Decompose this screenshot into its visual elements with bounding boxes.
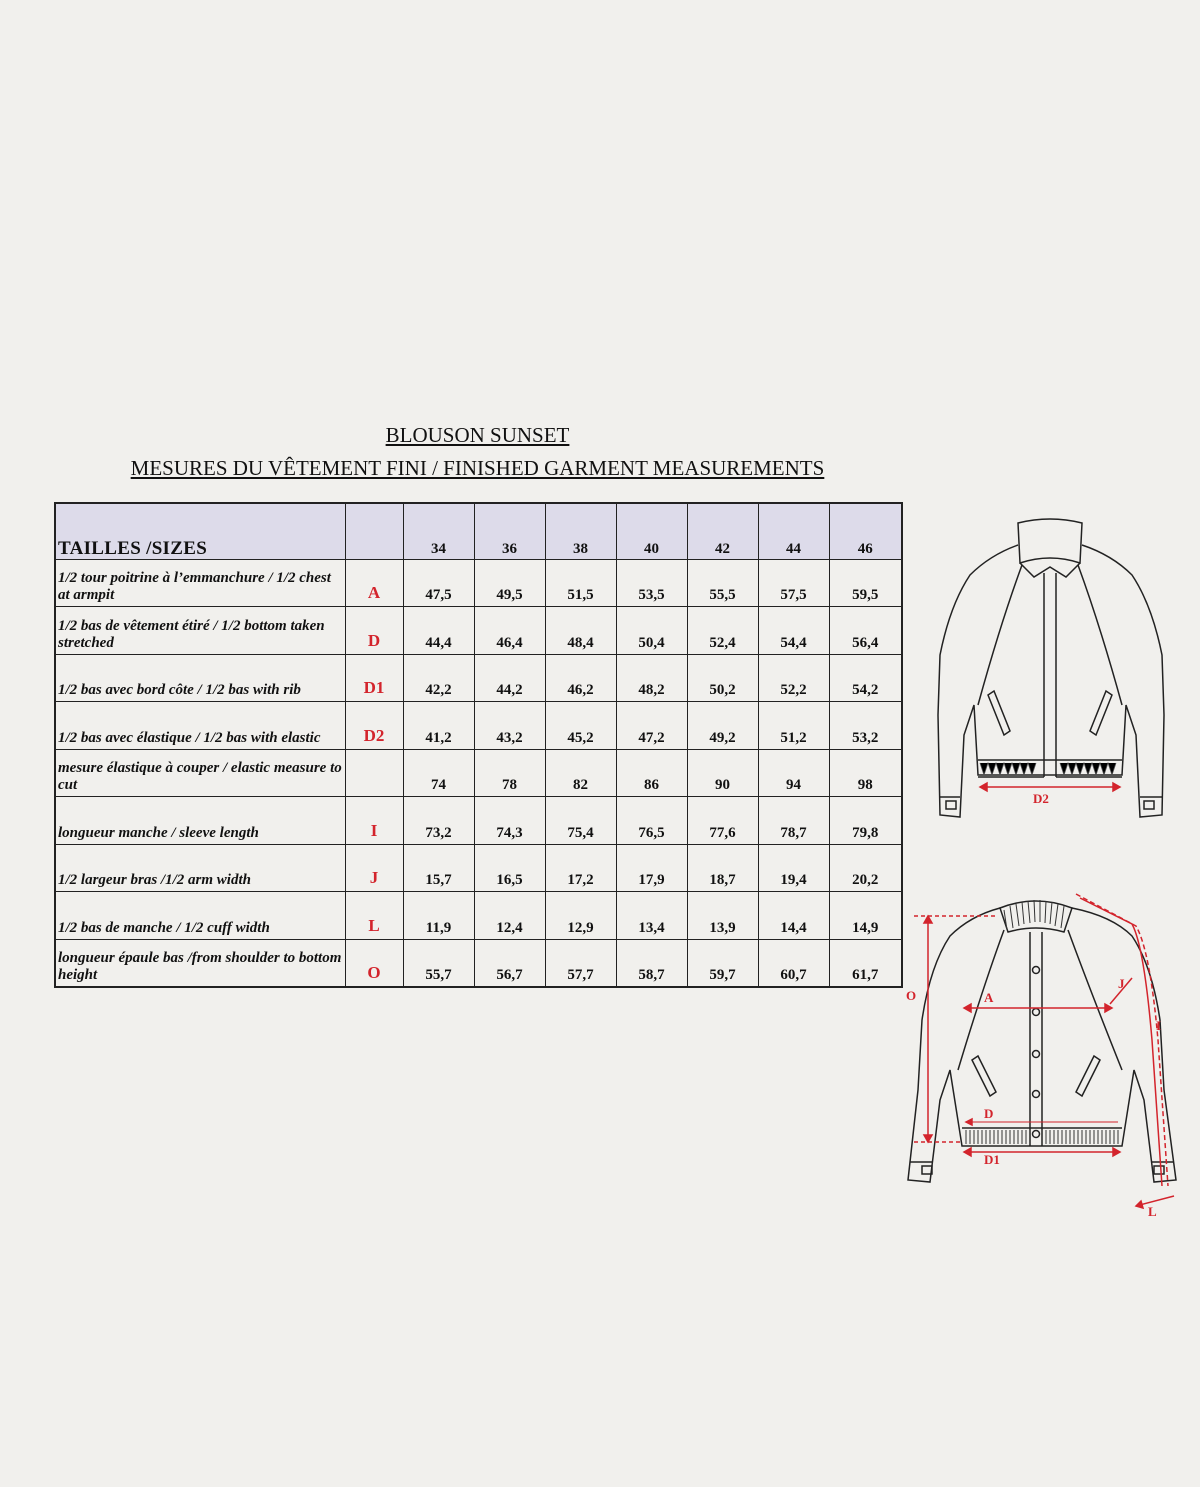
label-a: A	[984, 990, 994, 1005]
row-value: 78,7	[758, 797, 829, 845]
row-code: D2	[345, 702, 403, 750]
row-label: 1/2 bas de vêtement étiré / 1/2 bottom taken stretched	[55, 607, 345, 655]
row-value: 57,5	[758, 559, 829, 607]
header-code-cell	[345, 503, 403, 559]
table-row	[55, 892, 902, 940]
row-value: 74	[403, 749, 474, 797]
row-value: 79,8	[829, 797, 902, 845]
row-value: 18,7	[687, 844, 758, 892]
row-code: L	[345, 892, 403, 940]
row-value: 48,4	[545, 607, 616, 655]
row-value: 55,5	[687, 559, 758, 607]
row-value: 74,3	[474, 797, 545, 845]
row-value: 56,4	[829, 607, 902, 655]
measurement-table	[54, 502, 903, 988]
table-row	[55, 797, 902, 845]
row-value: 51,5	[545, 559, 616, 607]
label-d: D	[984, 1106, 994, 1121]
row-value: 20,2	[829, 844, 902, 892]
row-code: D	[345, 607, 403, 655]
label-i: I	[1156, 1018, 1162, 1033]
page-title: BLOUSON SUNSET	[385, 423, 570, 447]
row-value: 50,2	[687, 654, 758, 702]
row-value: 58,7	[616, 939, 687, 987]
jacket-front-drawing	[900, 890, 1180, 1220]
row-value: 82	[545, 749, 616, 797]
row-value: 76,5	[616, 797, 687, 845]
row-code: O	[345, 939, 403, 987]
row-value: 53,5	[616, 559, 687, 607]
table-header-row	[55, 503, 902, 559]
row-value: 90	[687, 749, 758, 797]
row-value: 52,4	[687, 607, 758, 655]
header-label: TAILLES /SIZES	[55, 503, 345, 559]
row-label: 1/2 largeur bras /1/2 arm width	[55, 844, 345, 892]
row-value: 12,4	[474, 892, 545, 940]
row-code: J	[345, 844, 403, 892]
row-label: 1/2 bas avec élastique / 1/2 bas with elastic	[55, 702, 345, 750]
table-row	[55, 702, 902, 750]
row-label: 1/2 bas de manche / 1/2 cuff width	[55, 892, 345, 940]
row-label: longueur manche / sleeve length	[55, 797, 345, 845]
row-value: 42,2	[403, 654, 474, 702]
row-value: 75,4	[545, 797, 616, 845]
row-value: 16,5	[474, 844, 545, 892]
label-o: O	[906, 988, 917, 1003]
row-code	[345, 749, 403, 797]
label-d2: D2	[1033, 791, 1049, 806]
row-value: 54,2	[829, 654, 902, 702]
row-value: 17,2	[545, 844, 616, 892]
row-value: 44,2	[474, 654, 545, 702]
row-value: 61,7	[829, 939, 902, 987]
row-label: 1/2 tour poitrine à l’emmanchure / 1/2 chest at armpit	[55, 559, 345, 607]
row-value: 98	[829, 749, 902, 797]
row-value: 47,5	[403, 559, 474, 607]
row-value: 15,7	[403, 844, 474, 892]
size-header: 42	[687, 503, 758, 559]
label-d1: D1	[984, 1152, 1000, 1167]
row-value: 56,7	[474, 939, 545, 987]
size-header: 34	[403, 503, 474, 559]
row-value: 50,4	[616, 607, 687, 655]
row-label: mesure élastique à couper / elastic measure to cut	[55, 749, 345, 797]
row-value: 94	[758, 749, 829, 797]
table-row	[55, 559, 902, 607]
row-value: 45,2	[545, 702, 616, 750]
row-value: 19,4	[758, 844, 829, 892]
row-value: 52,2	[758, 654, 829, 702]
jacket-back-drawing	[930, 515, 1180, 845]
table-row	[55, 939, 902, 987]
page-subtitle: MESURES DU VÊTEMENT FINI / FINISHED GARMENT MEASUREMENTS	[130, 456, 825, 480]
table-row	[55, 749, 902, 797]
row-label: 1/2 bas avec bord côte / 1/2 bas with rib	[55, 654, 345, 702]
row-value: 43,2	[474, 702, 545, 750]
row-value: 13,9	[687, 892, 758, 940]
row-value: 78	[474, 749, 545, 797]
row-value: 60,7	[758, 939, 829, 987]
row-value: 41,2	[403, 702, 474, 750]
size-header: 38	[545, 503, 616, 559]
table-row	[55, 607, 902, 655]
label-l: L	[1148, 1204, 1157, 1219]
row-value: 13,4	[616, 892, 687, 940]
row-value: 47,2	[616, 702, 687, 750]
row-value: 48,2	[616, 654, 687, 702]
size-header: 46	[829, 503, 902, 559]
row-value: 14,9	[829, 892, 902, 940]
size-header: 44	[758, 503, 829, 559]
row-value: 54,4	[758, 607, 829, 655]
row-value: 17,9	[616, 844, 687, 892]
row-code: D1	[345, 654, 403, 702]
row-value: 11,9	[403, 892, 474, 940]
row-value: 46,4	[474, 607, 545, 655]
row-value: 57,7	[545, 939, 616, 987]
row-value: 59,5	[829, 559, 902, 607]
row-value: 51,2	[758, 702, 829, 750]
row-value: 73,2	[403, 797, 474, 845]
label-j: J	[1118, 976, 1125, 991]
row-value: 55,7	[403, 939, 474, 987]
row-value: 49,2	[687, 702, 758, 750]
row-value: 49,5	[474, 559, 545, 607]
row-value: 59,7	[687, 939, 758, 987]
row-value: 86	[616, 749, 687, 797]
row-value: 44,4	[403, 607, 474, 655]
row-value: 46,2	[545, 654, 616, 702]
table-row	[55, 654, 902, 702]
table-row	[55, 844, 902, 892]
row-label: longueur épaule bas /from shoulder to bottom height	[55, 939, 345, 987]
row-code: A	[345, 559, 403, 607]
size-header: 40	[616, 503, 687, 559]
size-header: 36	[474, 503, 545, 559]
row-value: 77,6	[687, 797, 758, 845]
row-value: 12,9	[545, 892, 616, 940]
row-value: 53,2	[829, 702, 902, 750]
row-code: I	[345, 797, 403, 845]
row-value: 14,4	[758, 892, 829, 940]
